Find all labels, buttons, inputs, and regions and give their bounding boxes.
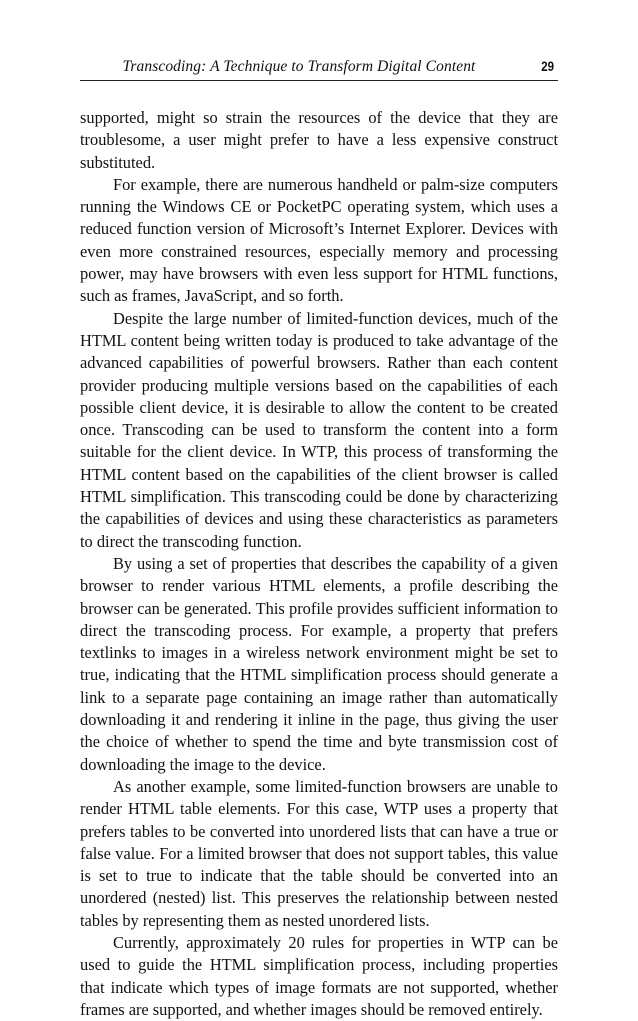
running-title: Transcoding: A Technique to Transform Digital Content (122, 58, 476, 75)
paragraph: As another example, some limited-function browsers are unable to render HTML table elements. For this case, WTP uses a property that prefers tables to be converted into unordered lists that can have a true or false value. For a limited browser that does not support tables, this value is set to true to indicate that the table should be converted into an unordered (nested) list. This preserves the relationship between nested tables by representing them as nested unordered lists. (80, 776, 558, 930)
paragraph: By using a set of properties that describes the capability of a given browser to render various HTML elements, a profile describing the browser can be generated. This profile provides sufficient information to direct the transcoding process. For example, a property that prefers textlinks to images in a wireless network environment might be set to true, indicating that the HTML simplification process should generate a link to a separate page containing an image rather than automatically downloading it and rendering it inline in the page, thus giving the user the choice of whether to spend the time and byte transmission cost of downloading the image to the device. (80, 553, 558, 774)
paragraph: Despite the large number of limited-function devices, much of the HTML content being written today is produced to take advantage of the advanced capabilities of powerful browsers. Rather than each content provider producing multiple versions based on the capabilities of each possible client device, it is desirable to allow the content to be created once. Transcoding can be used to transform the content into a form suitable for the client device. In WTP, this process of transforming the HTML content based on the capabilities of the client browser is called HTML simplification. This transcoding could be done by characterizing the capabilities of devices and using these characteristics as parameters to direct the transcoding function. (80, 308, 558, 551)
page-number: 29 (541, 59, 554, 74)
paragraph: Currently, approximately 20 rules for properties in WTP can be used to guide the HTML simplification process, including properties that indicate which types of image formats are not supported, whether frames are supported, and whether images should be removed entirely. (80, 932, 558, 1019)
running-header (80, 56, 558, 81)
paragraph: For example, there are numerous handheld or palm-size computers running the Windows CE or PocketPC operating system, which uses a reduced function version of Microsoft’s Internet Explorer. Devices with even more constrained resources, especially memory and processing power, may have browsers with even less support for HTML functions, such as frames, JavaScript, and so forth. (80, 174, 558, 306)
paragraph-continued: supported, might so strain the resources of the device that they are troublesome, a user might prefer to have a less expensive construct substituted. (80, 108, 558, 172)
body-text (80, 107, 558, 1021)
